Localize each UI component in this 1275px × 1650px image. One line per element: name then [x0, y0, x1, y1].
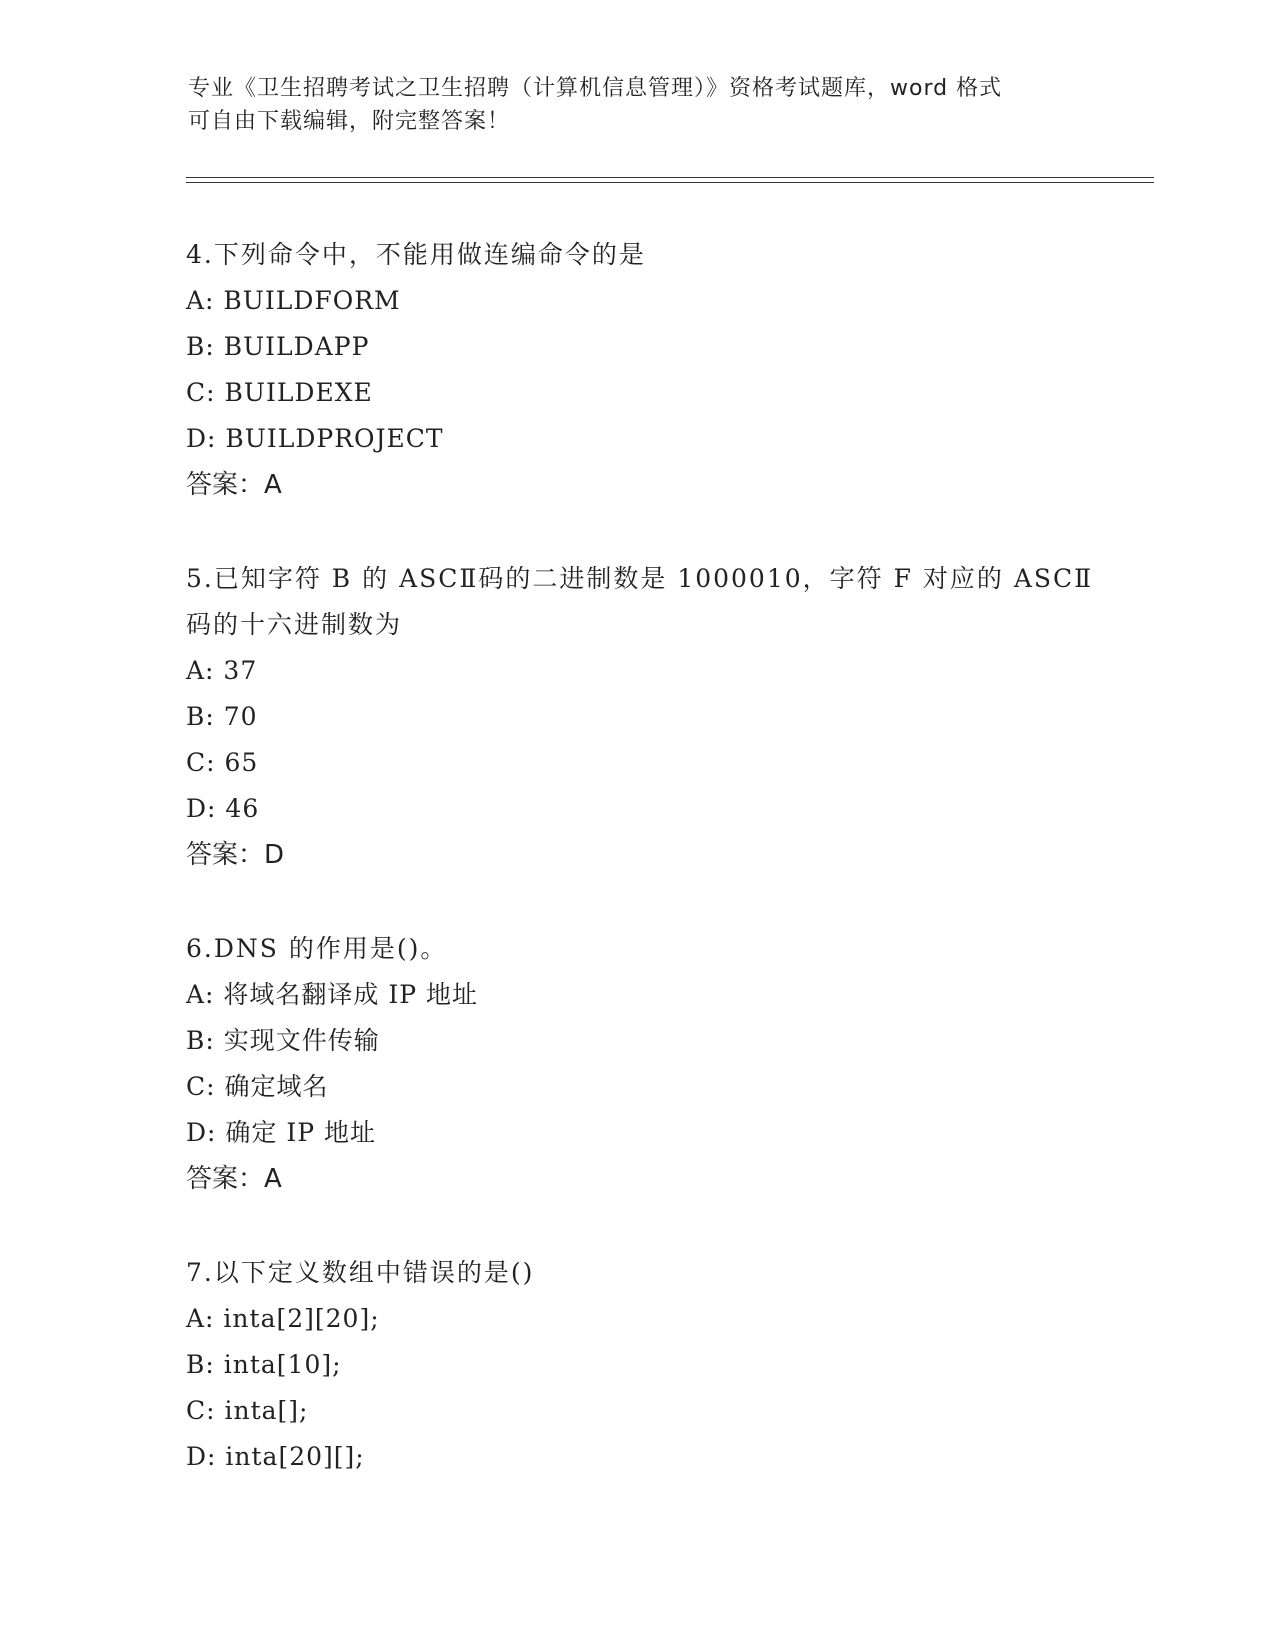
- header-divider-second: [186, 182, 1154, 183]
- option-b: B: BUILDAPP: [186, 332, 370, 361]
- option-d: D: BUILDPROJECT: [186, 424, 444, 453]
- option-c: C: 65: [186, 748, 259, 777]
- document-header: [188, 72, 1088, 138]
- option-c: C: inta[];: [186, 1396, 309, 1425]
- option-b: B: inta[10];: [186, 1350, 342, 1379]
- question-7: [186, 1250, 1086, 1480]
- answer-line: 答案：A: [186, 470, 282, 500]
- answer-line: 答案：A: [186, 1164, 282, 1194]
- header-line-1: 专业《卫生招聘考试之卫生招聘（计算机信息管理）》资格考试题库，word 格式: [188, 76, 1003, 101]
- option-a: A: BUILDFORM: [186, 286, 401, 315]
- header-line-2: 可自由下载编辑，附完整答案！: [188, 109, 511, 134]
- header-divider: [186, 177, 1154, 178]
- question-5: [186, 556, 1094, 878]
- question-text: 6.DNS 的作用是()。: [186, 934, 448, 963]
- option-a: A: 将域名翻译成 IP 地址: [186, 980, 479, 1009]
- answer-line: 答案：D: [186, 840, 285, 870]
- option-b: B: 70: [186, 702, 258, 731]
- question-6: [186, 926, 1086, 1202]
- option-c: C: 确定域名: [186, 1072, 329, 1101]
- question-text-continued: 码的十六进制数为: [186, 610, 403, 639]
- option-d: D: 确定 IP 地址: [186, 1118, 377, 1147]
- option-d: D: 46: [186, 794, 260, 823]
- option-a: A: inta[2][20];: [186, 1304, 380, 1333]
- question-text: 5.已知字符 B 的 ASCⅡ码的二进制数是 1000010，字符 F 对应的 ASCⅡ: [186, 564, 1094, 593]
- question-text: 7.以下定义数组中错误的是(): [186, 1258, 535, 1287]
- option-d: D: inta[20][];: [186, 1442, 365, 1471]
- question-list: [186, 232, 1094, 1528]
- option-a: A: 37: [186, 656, 258, 685]
- question-text: 4.下列命令中，不能用做连编命令的是: [186, 240, 646, 269]
- option-b: B: 实现文件传输: [186, 1026, 380, 1055]
- option-c: C: BUILDEXE: [186, 378, 373, 407]
- question-4: [186, 232, 1086, 508]
